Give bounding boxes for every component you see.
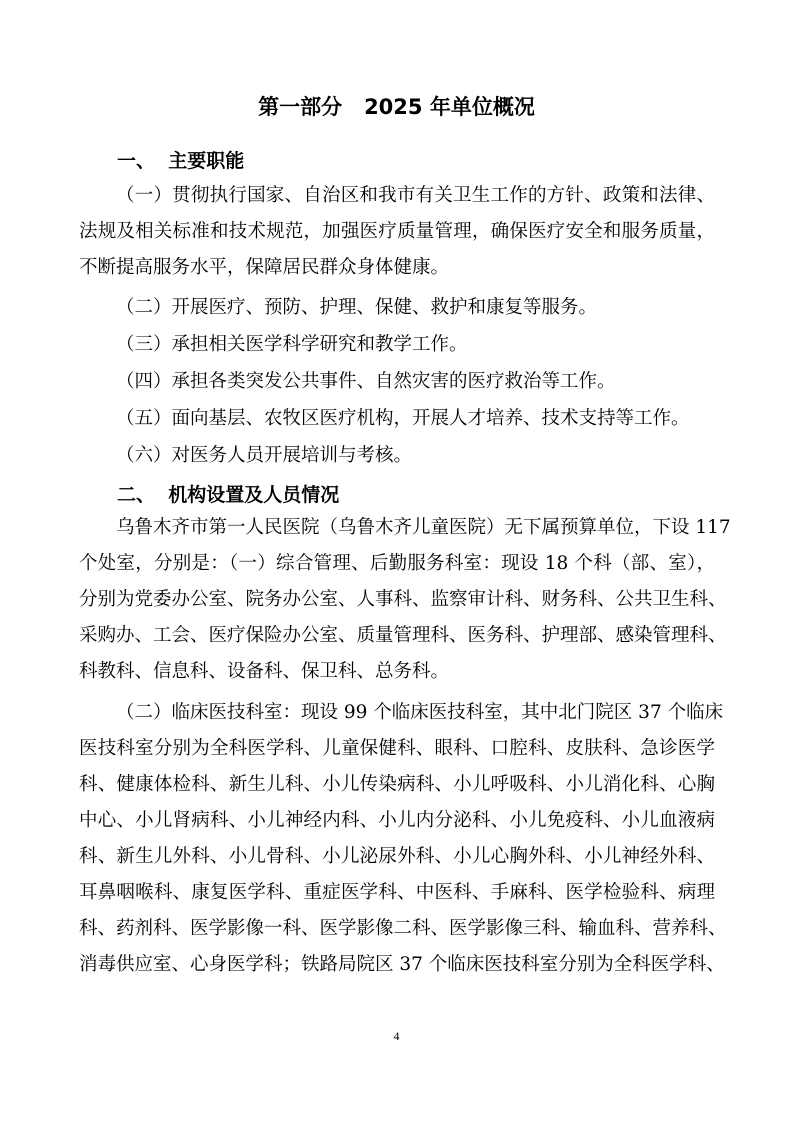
section-heading-main-functions: 一、 主要职能 [117, 150, 245, 172]
paragraph-line: （一）贯彻执行国家、自治区和我市有关卫生工作的方针、政策和法律、 [116, 185, 715, 206]
page-number: 4 [393, 1029, 400, 1043]
paragraph-function-6 [79, 438, 715, 474]
paragraph-line: 采购办、工会、医疗保险办公室、质量管理科、医务科、护理部、感染管理科、 [79, 625, 727, 646]
paragraph-function-4 [79, 364, 715, 400]
paragraph-line: 中心、小儿肾病科、小儿神经内科、小儿内分泌科、小儿免疫科、小儿血液病 [79, 810, 715, 831]
paragraph-line: 个处室，分别是：（一）综合管理、后勤服务科室：现设 18 个科（部、室）， [79, 553, 715, 574]
paragraph-line: （四）承担各类突发公共事件、自然灾害的医疗救治等工作。 [116, 371, 616, 392]
paragraph-line: 消毒供应室、心身医学科；铁路局院区 37 个临床医技科室分别为全科医学科、 [79, 954, 725, 975]
page-title: 第一部分 2025 年单位概况 [258, 95, 535, 119]
paragraph-line: （五）面向基层、农牧区医疗机构，开展人才培养、技术支持等工作。 [116, 408, 690, 429]
paragraph-line: 科、药剂科、医学影像一科、医学影像二科、医学影像三科、输血科、营养科、 [79, 918, 727, 939]
paragraph-line: 不断提高服务水平，保障居民群众身体健康。 [79, 257, 450, 278]
paragraph-line: 科教科、信息科、设备科、保卫科、总务科。 [79, 661, 450, 682]
paragraph-line: （六）对医务人员开展培训与考核。 [116, 445, 413, 466]
paragraph-function-2 [79, 290, 715, 326]
paragraph-line: 科、健康体检科、新生儿科、小儿传染病科、小儿呼吸科、小儿消化科、心胸 [79, 774, 715, 795]
paragraph-line: 乌鲁木齐市第一人民医院（乌鲁木齐儿童医院）无下属预算单位，下设 117 [116, 517, 731, 538]
paragraph-function-1 [79, 178, 715, 286]
paragraph-function-5 [79, 401, 715, 437]
paragraph-line: 科、新生儿外科、小儿骨科、小儿泌尿外科、小儿心胸外科、小儿神经外科、 [79, 846, 715, 867]
paragraph-line: （二）临床医技科室：现设 99 个临床医技科室，其中北门院区 37 个临床 [116, 702, 724, 723]
paragraph-line: 分别为党委办公室、院务办公室、人事科、监察审计科、财务科、公共卫生科、 [79, 589, 727, 610]
paragraph-line: 法规及相关标准和技术规范，加强医疗质量管理，确保医疗安全和服务质量， [79, 221, 715, 242]
paragraph-function-3 [79, 327, 715, 363]
paragraph-line: 医技科室分别为全科医学科、儿童保健科、眼科、口腔科、皮肤科、急诊医学 [79, 738, 715, 759]
section-heading-organization: 二、 机构设置及人员情况 [117, 484, 340, 506]
paragraph-organization-overview [79, 510, 731, 690]
paragraph-line: （二）开展医疗、预防、护理、保健、救护和康复等服务。 [116, 297, 598, 318]
paragraph-line: （三）承担相关医学科学研究和教学工作。 [116, 334, 468, 355]
paragraph-line: 耳鼻咽喉科、康复医学科、重症医学科、中医科、手麻科、医学检验科、病理 [79, 882, 715, 903]
paragraph-clinical-departments [79, 695, 727, 983]
